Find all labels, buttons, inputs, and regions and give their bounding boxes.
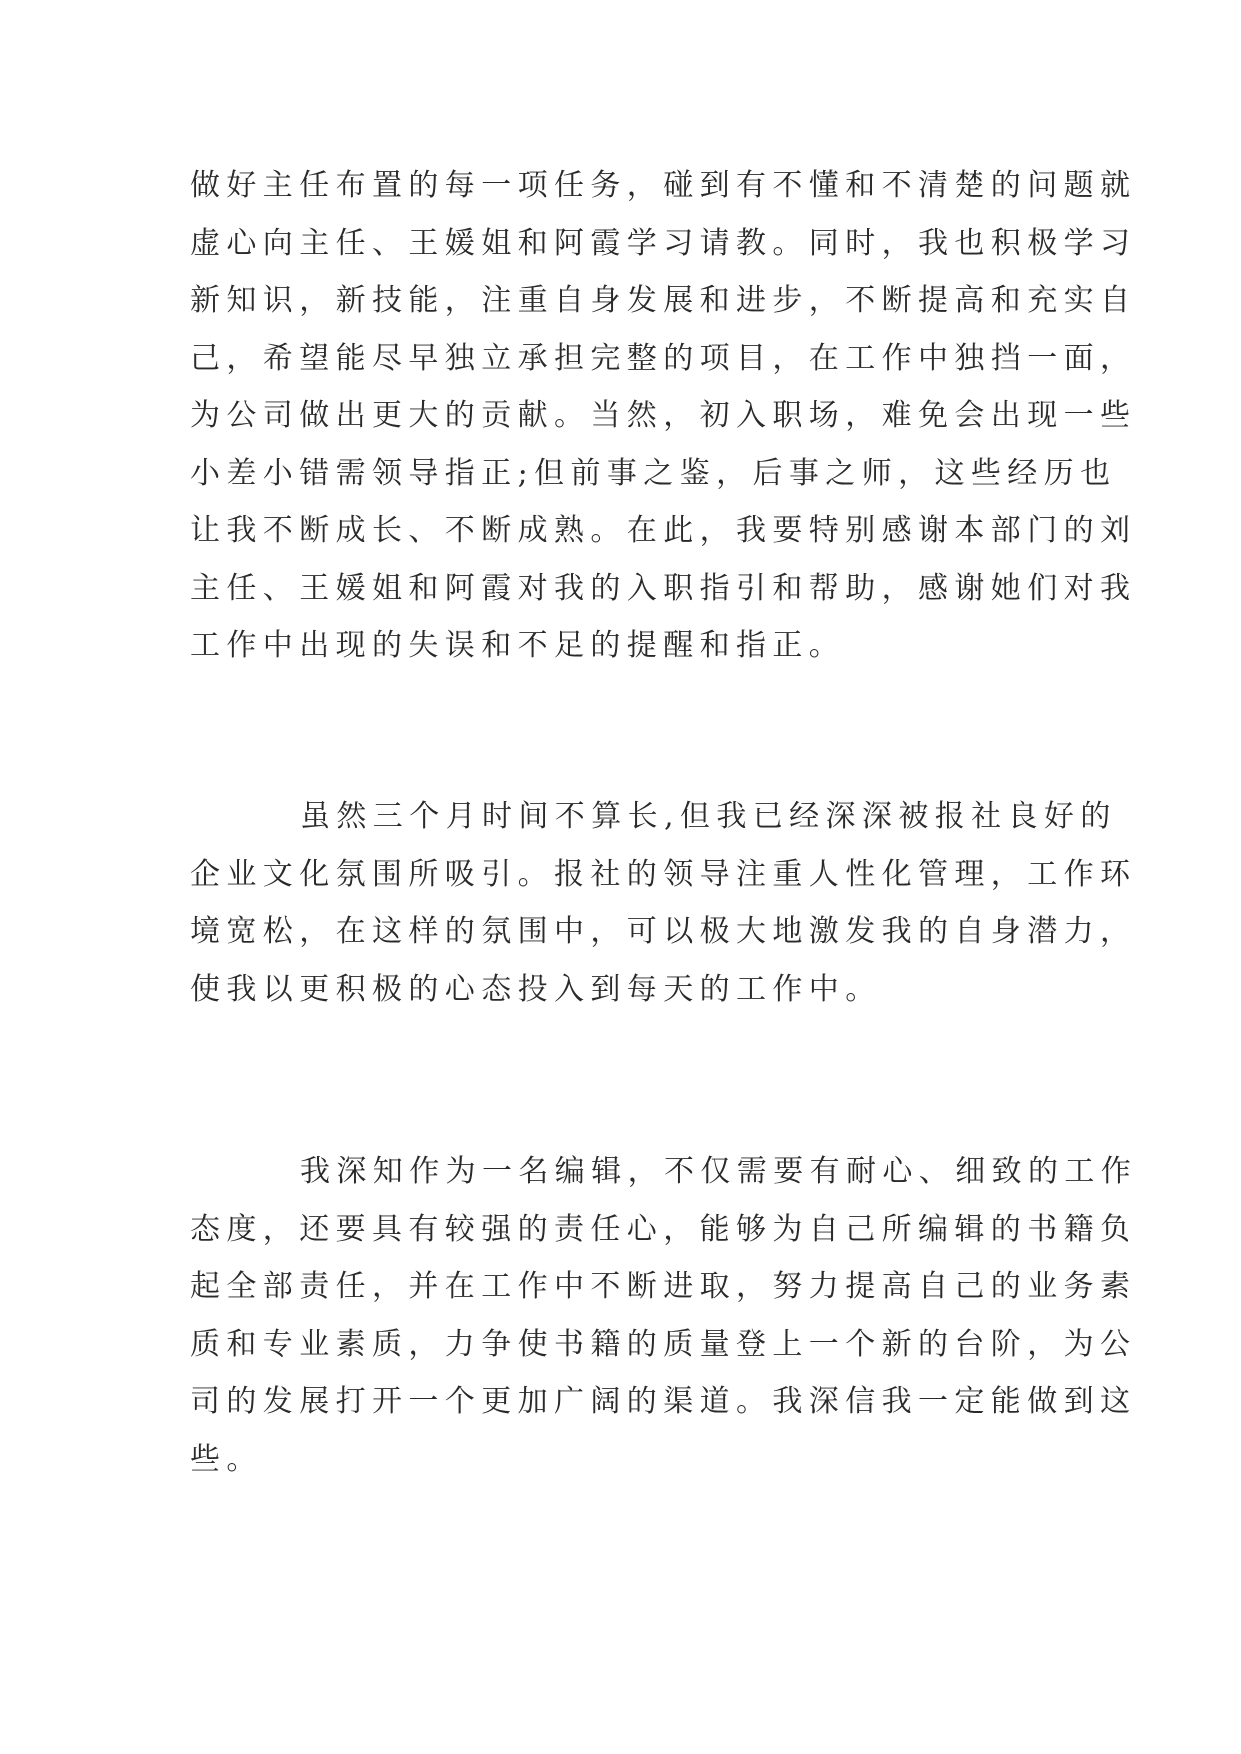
text-line: 做好主任布置的每一项任务，碰到有不懂和不清楚的问题就 <box>190 168 1137 203</box>
text-line: 虽然三个月时间不算长,但我已经深深被报社良好的 <box>300 799 1117 834</box>
paragraph-3 <box>190 1143 1138 1488</box>
text-line: 为公司做出更大的贡献。当然，初入职场，难免会出现一些 <box>190 398 1137 433</box>
text-line: 小差小错需领导指正;但前事之鉴，后事之师，这些经历也 <box>190 455 1117 491</box>
text-line: 我深知作为一名编辑，不仅需要有耐心、细致的工作 <box>300 1154 1138 1189</box>
text-line: 起全部责任，并在工作中不断进取，努力提高自己的业务素 <box>190 1269 1137 1304</box>
text-line: 新知识，新技能，注重自身发展和进步，不断提高和充实自 <box>190 283 1137 318</box>
text-line: 虚心向主任、王媛姐和阿霞学习请教。同时，我也积极学习 <box>190 225 1137 261</box>
text-line: 己，希望能尽早独立承担完整的项目，在工作中独挡一面， <box>190 340 1137 376</box>
text-line: 让我不断成长、不断成熟。在此，我要特别感谢本部门的刘 <box>190 513 1137 548</box>
paragraph-2 <box>190 788 1137 1018</box>
text-line: 质和专业素质，力争使书籍的质量登上一个新的台阶，为公 <box>190 1326 1137 1362</box>
text-line: 态度，还要具有较强的责任心，能够为自己所编辑的书籍负 <box>190 1211 1137 1247</box>
text-line: 司的发展打开一个更加广阔的渠道。我深信我一定能做到这 <box>190 1384 1137 1419</box>
text-line: 些。 <box>190 1441 263 1477</box>
text-line: 使我以更积极的心态投入到每天的工作中。 <box>190 971 882 1007</box>
text-line: 企业文化氛围所吸引。报社的领导注重人性化管理，工作环 <box>190 856 1137 892</box>
text-line: 主任、王媛姐和阿霞对我的入职指引和帮助，感谢她们对我 <box>190 570 1137 606</box>
paragraph-1 <box>190 157 1137 675</box>
text-line: 境宽松，在这样的氛围中，可以极大地激发我的自身潜力， <box>190 914 1137 949</box>
text-line: 工作中出现的失误和不足的提醒和指正。 <box>190 628 846 663</box>
